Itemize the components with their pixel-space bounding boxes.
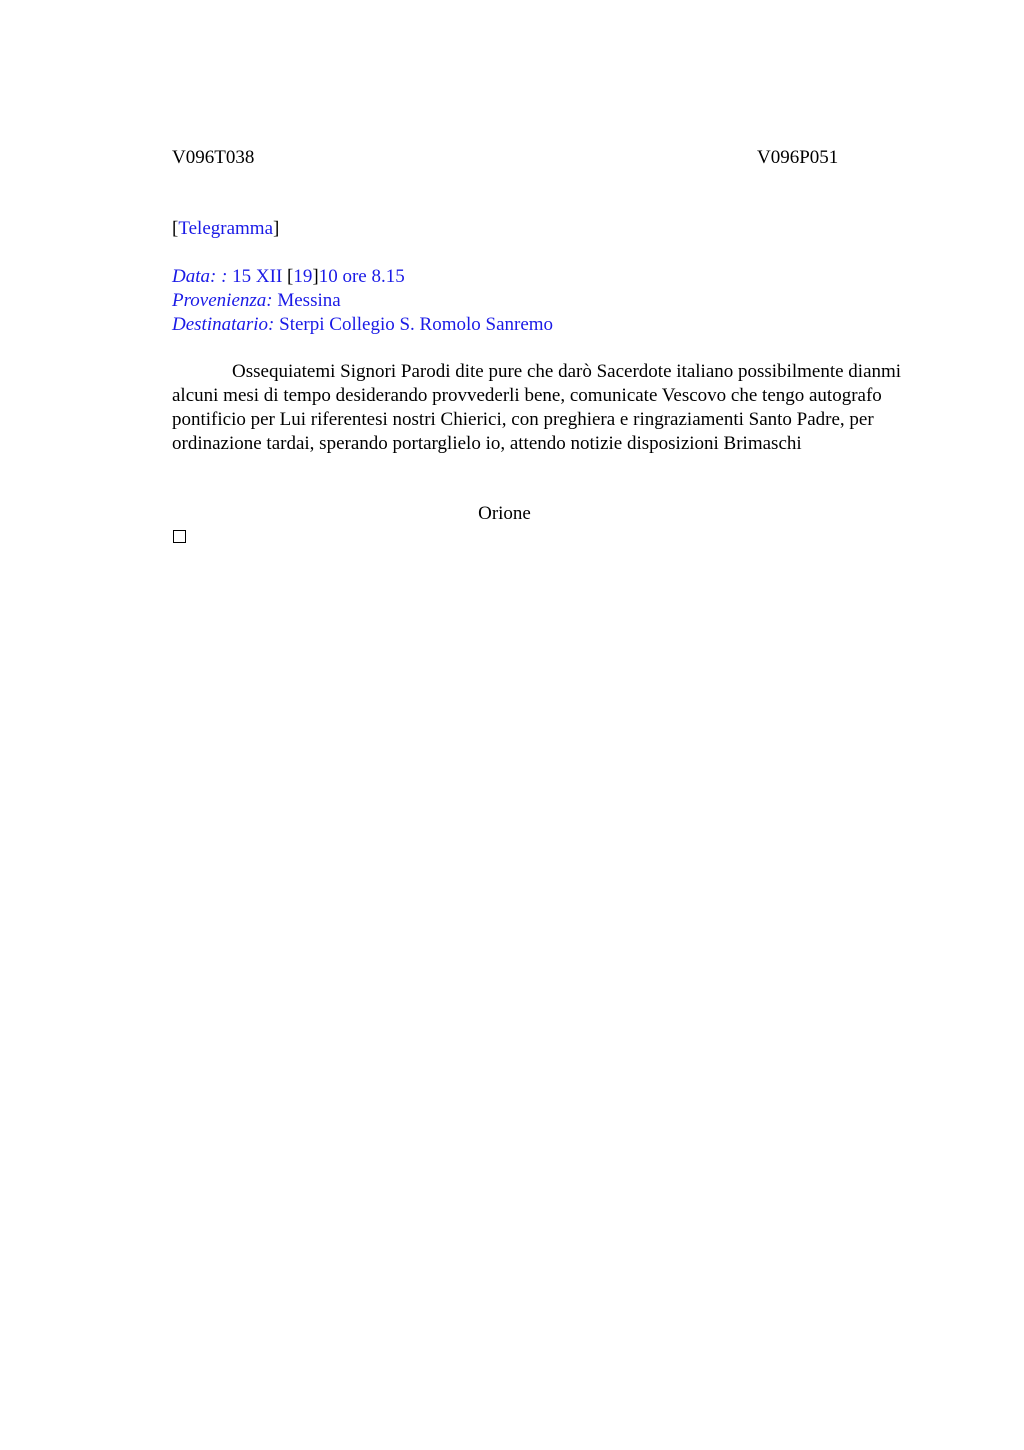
- meta-recipient-value: Sterpi Collegio S. Romolo Sanremo: [274, 314, 554, 335]
- meta-recipient-label: Destinatario:: [172, 314, 275, 335]
- empty-square-icon: [173, 530, 186, 543]
- meta-origin-value: Messina: [272, 290, 341, 311]
- signature: Orione: [478, 503, 531, 524]
- meta-origin-line: [172, 289, 932, 313]
- meta-date-bracket-close: ]: [312, 266, 319, 287]
- doc-type-label: Telegramma: [178, 218, 274, 239]
- document-type: [172, 217, 279, 241]
- meta-date-value-a: 15 XII: [227, 266, 288, 287]
- header-right-code: V096P051: [757, 147, 839, 168]
- meta-origin-label: Provenienza:: [172, 290, 273, 311]
- telegram-metadata: [172, 265, 932, 337]
- meta-date-line: [172, 265, 932, 289]
- meta-date-bracket-open: [: [287, 266, 294, 287]
- telegram-body: Ossequiatemi Signori Parodi dite pure che darò Sacerdote italiano possibilmente dianmi alcuni mesi di tempo desiderando provvederli bene, comunicate Vescovo che tengo autografo pontificio per Lui riferentesi nostri Chierici, con preghiera e ringraziamenti Santo Padre, per ordinazione tardai, sperando portarglielo io, attendo notizie disposizioni Brimaschi: [172, 361, 902, 454]
- header-left-code: V096T038: [172, 147, 255, 168]
- meta-date-value-b: 10 ore 8.15: [318, 266, 405, 287]
- meta-recipient-line: [172, 313, 932, 337]
- meta-date-label: Data: :: [172, 266, 228, 287]
- doc-type-close-bracket: ]: [273, 218, 280, 239]
- doc-type-open-bracket: [: [172, 218, 179, 239]
- meta-date-year-prefix: 19: [293, 266, 313, 287]
